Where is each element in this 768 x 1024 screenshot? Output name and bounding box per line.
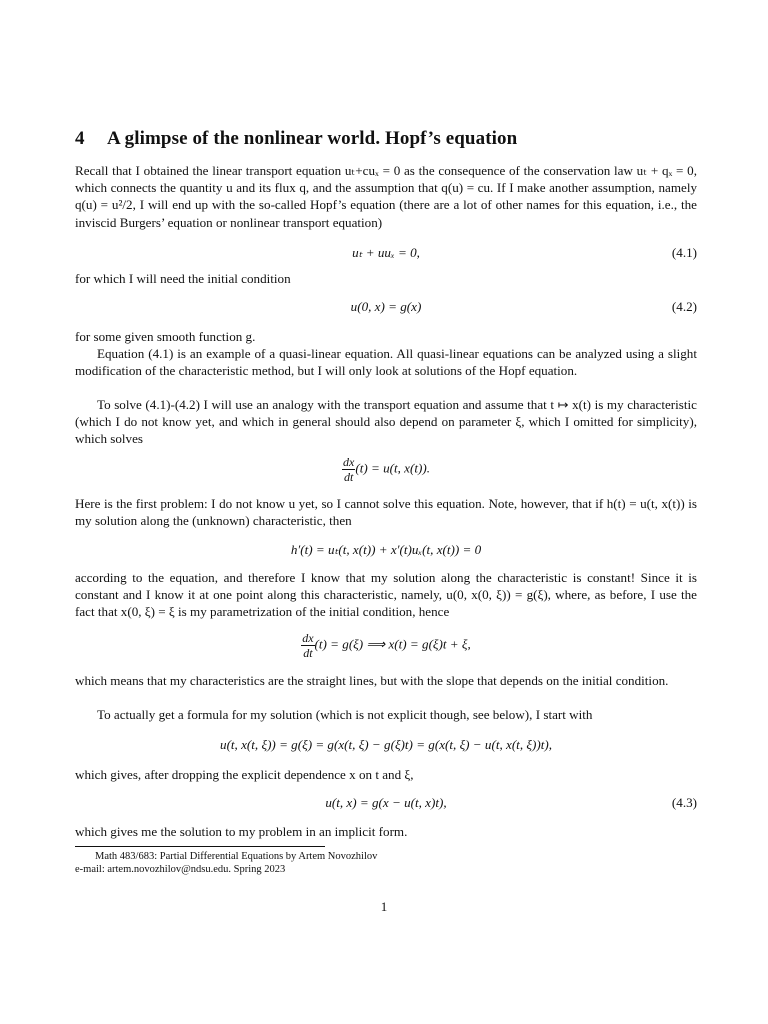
section-heading: [75, 128, 517, 150]
fraction: [342, 455, 355, 484]
equation-4-3: [75, 795, 697, 815]
equation-rest: (t) = g(ξ) ⟹ x(t) = g(ξ)t + ξ,: [314, 636, 471, 652]
paragraph-6: Here is the first problem: I do not know u yet, so I cannot solve this equation. Note, however, that if h(t) = u(t, x(t)) is my solution along the (unknown) characteristic, then: [75, 496, 697, 529]
fraction-numerator: dx: [302, 631, 314, 645]
fraction-denominator: dt: [303, 646, 313, 660]
equation-body: u(t, x(t, ξ)) = g(ξ) = g(x(t, ξ) − g(ξ)t) = g(x(t, ξ) − u(t, x(t, ξ))t),: [220, 737, 552, 752]
paragraph-5: To solve (4.1)-(4.2) I will use an analogy with the transport equation and assume that t ↦ x(t) is my characteristic (which I do not know yet, and which in general should also depend on parameter ξ, which I omitted for simplicity), which solves: [75, 397, 697, 447]
footnote-line-1: Math 483/683: Partial Differential Equations by Artem Novozhilov: [95, 851, 378, 862]
paragraph-1: Recall that I obtained the linear transport equation uₜ+cuₓ = 0 as the consequence of the conservation law uₜ + qₓ = 0, which connects the quantity u and its flux q, and the assumption that q(u) = cu. If I make another assumption, namely q(u) = u²/2, I will end up with the so-called Hopf’s equation (there are a lot of other names for this equation, i.e., the inviscid Burgers’ equation or nonlinear transport equation): [75, 163, 697, 230]
equation-rest: (t) = u(t, x(t)).: [355, 460, 430, 476]
equation-body: uₜ + uuₓ = 0,: [352, 245, 420, 260]
equation-body: h′(t) = uₜ(t, x(t)) + x′(t)uₓ(t, x(t)) = 0: [290, 542, 482, 557]
paragraph-3: for some given smooth function g.: [75, 329, 256, 344]
equation-body: u(0, x) = g(x): [350, 299, 422, 314]
equation-4-2: [75, 299, 697, 319]
paragraph-4: Equation (4.1) is an example of a quasi-linear equation. All quasi-linear equations can be analyzed using a slight modification of the characteristic method, but I will only look at solutions of the Hopf equation.: [75, 346, 697, 379]
equation-h-derivative: [75, 542, 697, 562]
page-number: 1: [380, 899, 388, 914]
fraction-denominator: dt: [344, 470, 354, 484]
equation-body: u(t, x) = g(x − u(t, x)t),: [325, 795, 447, 810]
paragraph-8: which means that my characteristics are the straight lines, but with the slope that depends on the initial condition.: [75, 673, 669, 688]
equation-characteristic: [75, 455, 697, 489]
equation-number: (4.2): [671, 299, 697, 314]
fraction-numerator: dx: [343, 455, 355, 469]
paragraph-10: which gives, after dropping the explicit dependence x on t and ξ,: [75, 767, 414, 782]
paragraph-9: To actually get a formula for my solution (which is not explicit though, see below), I start with: [97, 707, 593, 722]
footnote-line-2: e-mail: artem.novozhilov@ndsu.edu. Spring 2023: [75, 864, 286, 875]
fraction: [301, 631, 314, 660]
section-number: 4: [75, 128, 85, 149]
equation-slope: [75, 631, 697, 665]
paragraph-7: according to the equation, and therefore I know that my solution along the characteristic is constant! Since it is constant and I know it at one point along this characteristic, namely, u(0, x(0, ξ)) = g(ξ), where, as before, I use the fact that x(0, ξ) = ξ is my parametrization of the initial condition, hence: [75, 570, 697, 620]
equation-number: (4.3): [671, 795, 697, 810]
paragraph-2: for which I will need the initial condition: [75, 271, 291, 286]
footnote-rule: [75, 846, 325, 847]
equation-4-1: [75, 245, 697, 265]
section-title: A glimpse of the nonlinear world. Hopf’s equation: [107, 128, 518, 149]
equation-number: (4.1): [671, 245, 697, 260]
paragraph-11: which gives me the solution to my problem in an implicit form.: [75, 824, 408, 839]
equation-long: [75, 737, 697, 757]
